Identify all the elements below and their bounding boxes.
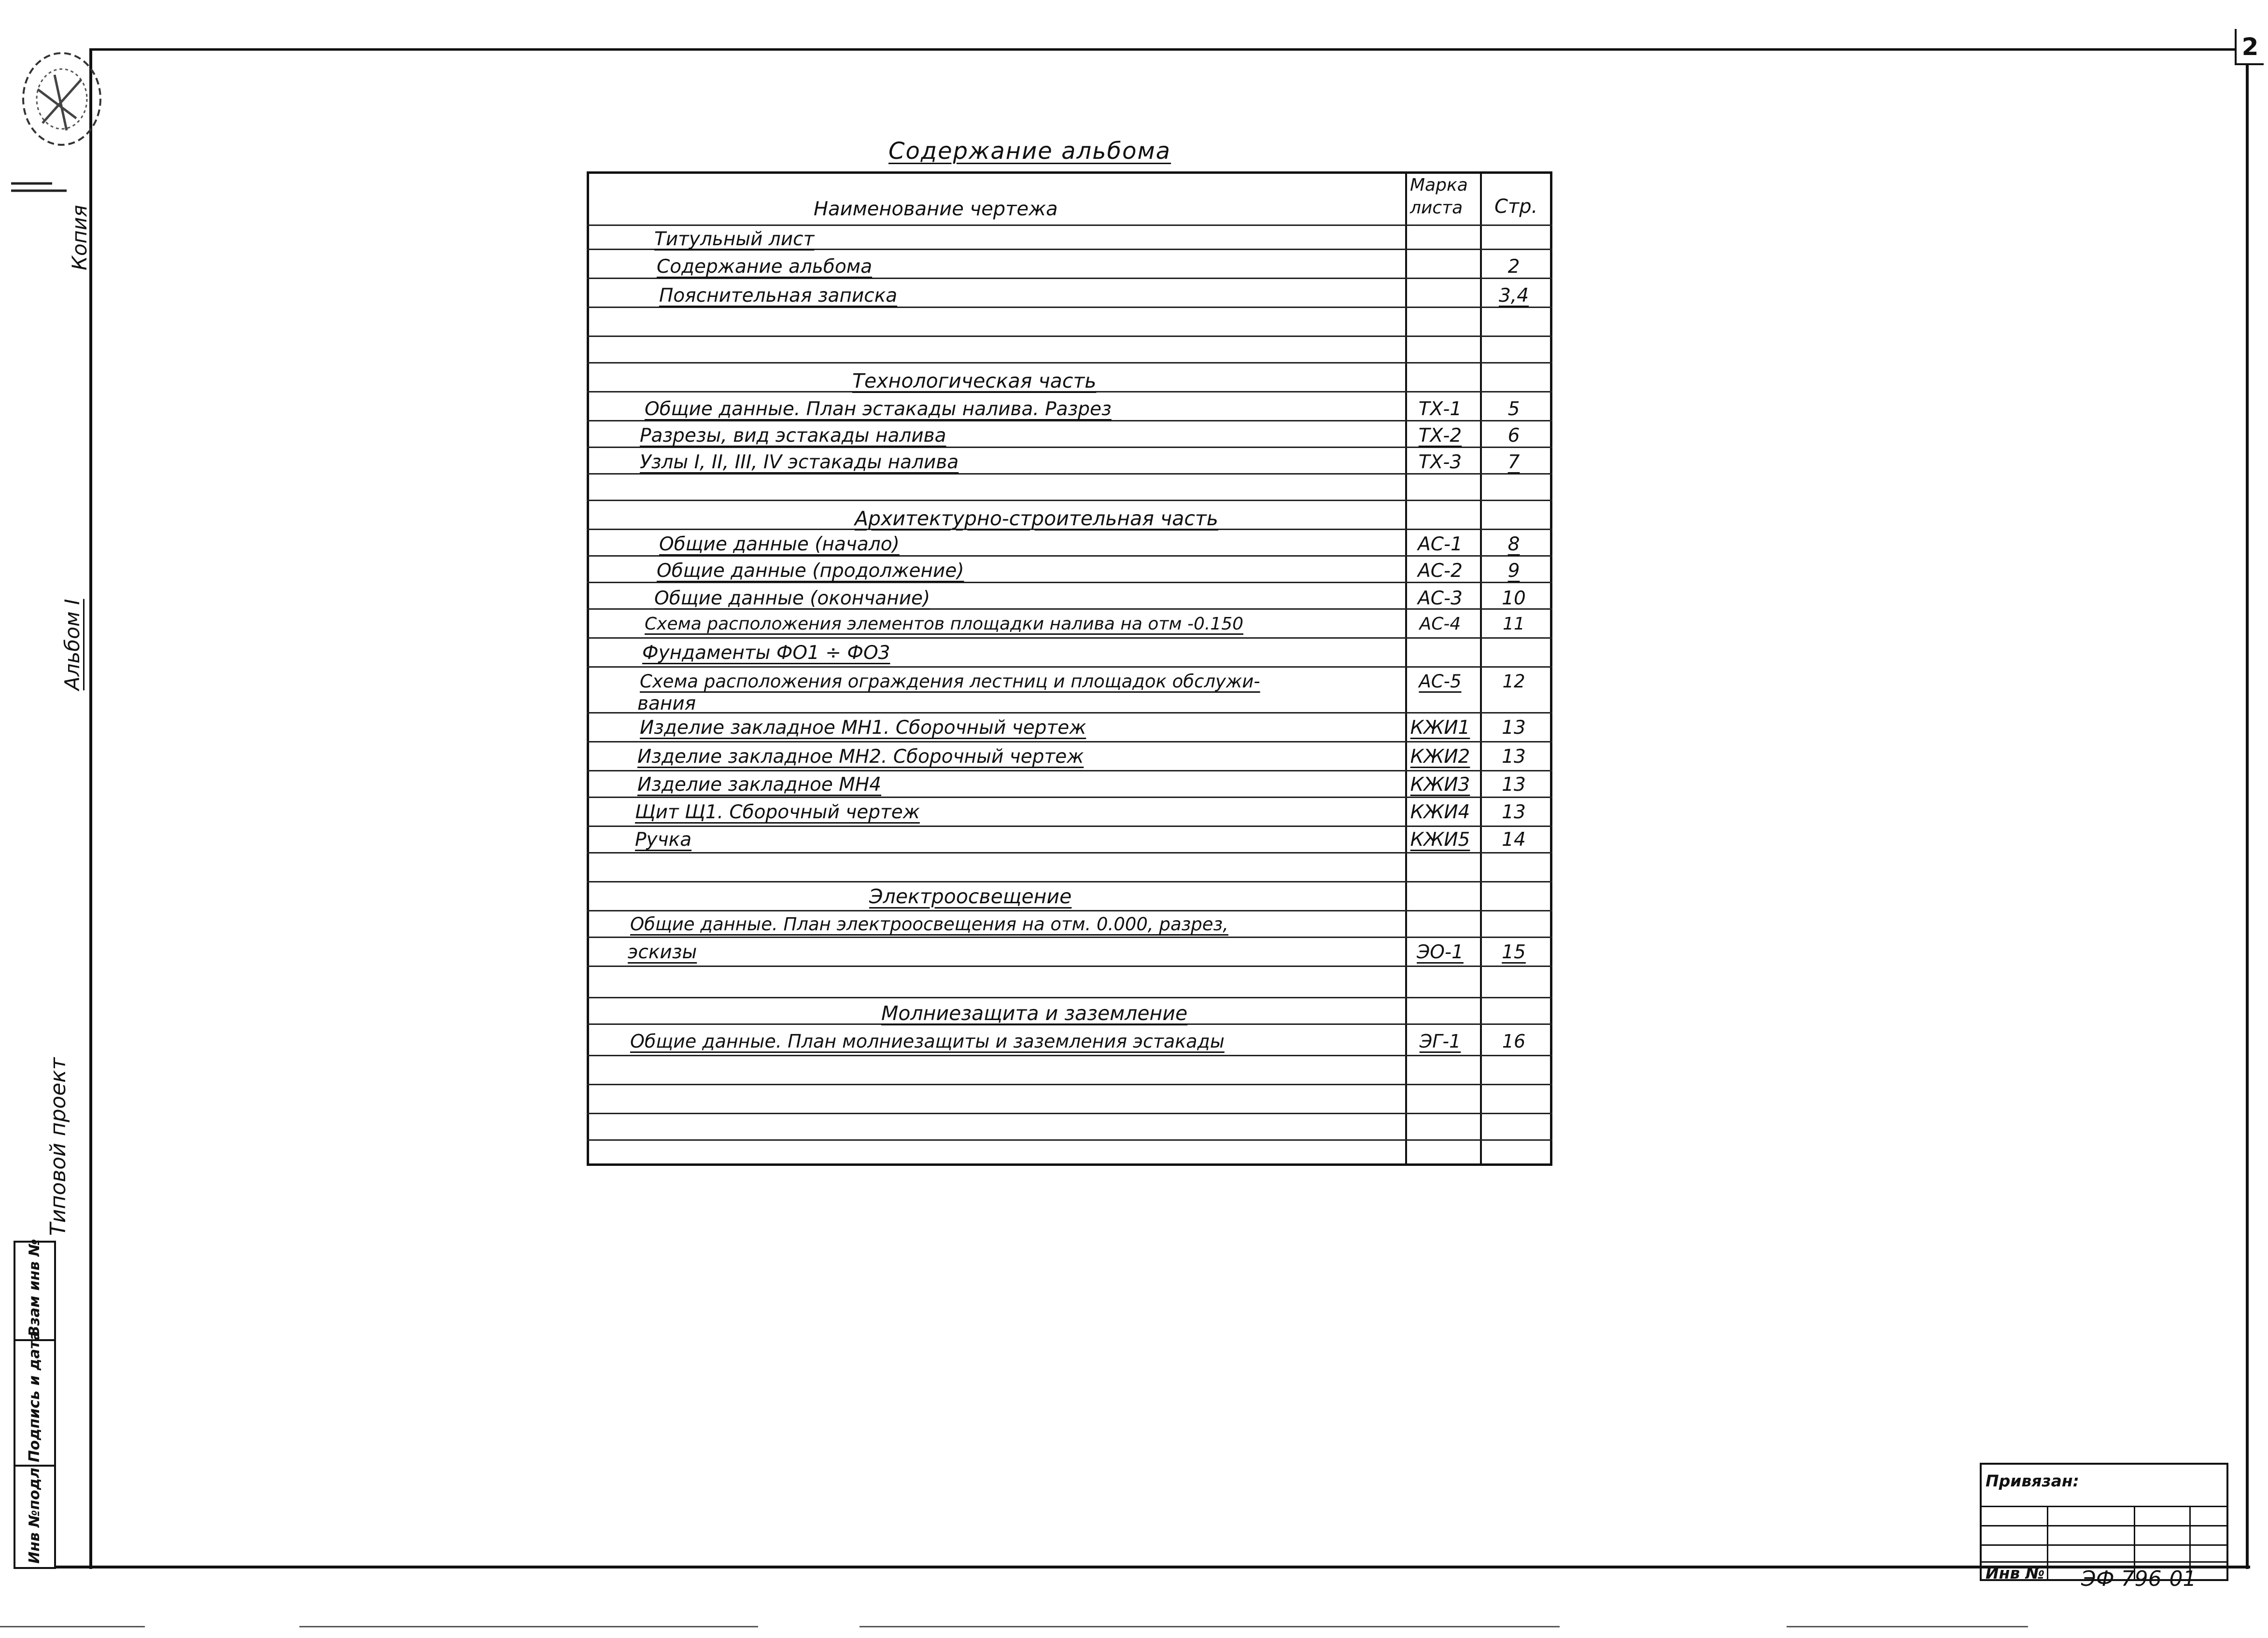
- header-rule: [587, 224, 1552, 226]
- margin-album-label: Альбом I: [60, 599, 84, 690]
- section-lighting: Электроосвещение: [869, 885, 1072, 908]
- binding-inv-label: Инв №: [1986, 1564, 2045, 1582]
- frame-bottom-line: [56, 1566, 2250, 1568]
- margin-inv-sub-label: Инв №подл: [26, 1468, 43, 1564]
- header-name: Наименование чертежа: [814, 198, 1058, 220]
- margin-copy-label: Копия: [68, 205, 91, 270]
- margin-project-label: Типовой проект: [46, 1057, 70, 1236]
- copy-stamp-seal: [9, 46, 103, 200]
- header-page: Стр.: [1494, 196, 1538, 218]
- contents-table: Наименование чертежа Марка листа Стр. Титульный лист Содержание альбома 2 Пояснительная записка 3,4 Технологическая часть Общие данные. План эстакады налива. Разрез ТХ-1 5 Разрезы, вид эстакады налива ТХ-2 6 Узлы I, II, III, IV эстакады налива ТХ-3 7 Архитектурно-строительная часть Общие данные (начало) АС-1 8 Общие данные (продолжение) АС-2 9 Общие данные (окончание) АС-3 10 Схема расположения элементов площадки налива на отм -0.150 АС-4 11 Фундаменты ФО1 ÷ ФО3 Схема расположения ограждения лестниц и площадок обслужи- АС-5 12 вания Изделие закладное МН1. Сборочный чертеж КЖИ1 13 Изделие закладное МН2. Сборочный чертеж КЖИ2 13 Изделие закладное МН4 КЖИ3 13 Щит Щ1. Сборочный чертеж КЖИ4 13 Ручка КЖИ5 14 Электроосвещение Общие данные. План электроосвещения на отм. 0.000, разрез, эскизы ЭО-1 15 Молниезащита и заземление Общие данные. План молниезащиты и заземления эстакады ЭГ-1 16: [587, 171, 1552, 1166]
- margin-sign-date-label: Подпись и дата: [26, 1330, 43, 1462]
- section-lightning-protection: Молниезащита и заземление: [881, 1002, 1188, 1025]
- binding-label: Привязан:: [1986, 1471, 2079, 1490]
- page-number: 2: [2235, 29, 2264, 65]
- column-divider-page: [1480, 171, 1482, 1166]
- header-mark-line1: Марка: [1410, 175, 1468, 195]
- document-code: ЭФ 796-01: [2081, 1567, 2197, 1591]
- section-technological: Технологическая часть: [852, 369, 1097, 392]
- section-architectural: Архитектурно-строительная часть: [855, 507, 1218, 530]
- header-mark-line2: листа: [1410, 198, 1463, 218]
- scan-edge-line: [0, 1626, 145, 1627]
- page-title: Содержание альбома: [888, 138, 1171, 165]
- binding-stamp: [1980, 1463, 2228, 1581]
- column-divider-mark: [1405, 171, 1407, 1166]
- margin-approval-table: [14, 1241, 56, 1569]
- margin-replace-inv-label: Взам инв №: [26, 1239, 43, 1337]
